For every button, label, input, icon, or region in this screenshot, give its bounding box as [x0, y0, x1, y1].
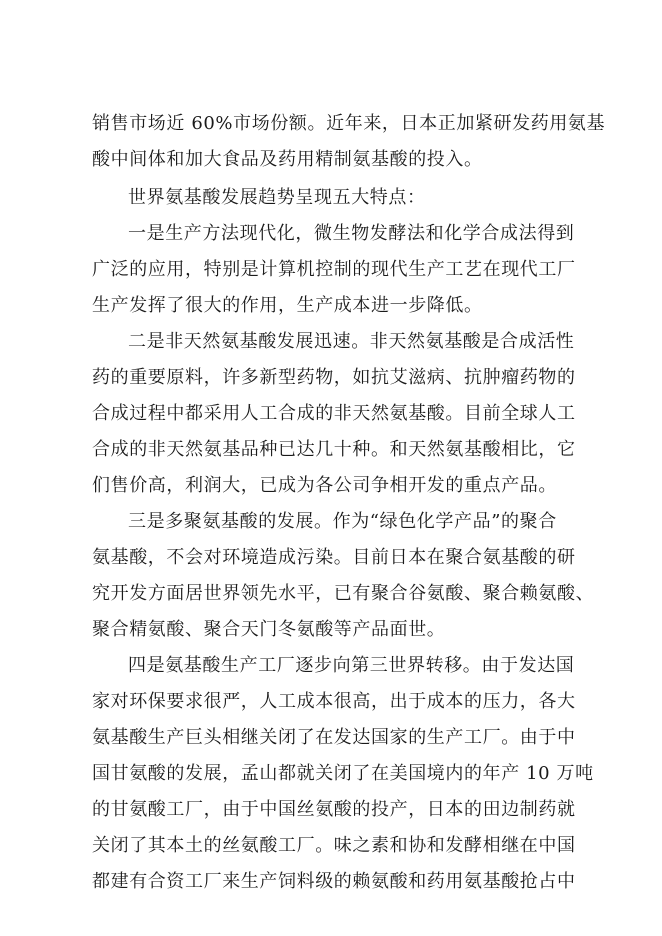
- text-line: 国甘氨酸的发展，孟山都就关闭了在美国境内的年产 10 万吨: [92, 763, 594, 784]
- text-line: 合成过程中都采用人工合成的非天然氨基酸。目前全球人工: [92, 403, 576, 424]
- text-line-paragraph-start: 二是非天然氨基酸发展迅速。非天然氨基酸是合成活性: [128, 331, 575, 352]
- text-line: 药的重要原料，许多新型药物，如抗艾滋病、抗肿瘤药物的: [92, 367, 576, 388]
- text-line: 们售价高，利润大，已成为各公司争相开发的重点产品。: [92, 475, 557, 496]
- text-line: 聚合精氨酸、聚合天门冬氨酸等产品面世。: [92, 619, 446, 640]
- text-line: 生产发挥了很大的作用，生产成本进一步降低。: [92, 295, 483, 316]
- text-line: 合成的非天然氨基品种已达几十种。和天然氨基酸相比，它: [92, 439, 576, 460]
- text-line-paragraph-start: 三是多聚氨基酸的发展。作为“绿色化学产品”的聚合: [128, 511, 557, 532]
- text-line: 氨基酸，不会对环境造成污染。目前日本在聚合氨基酸的研: [92, 547, 576, 568]
- text-line: 氨基酸生产巨头相继关闭了在发达国家的生产工厂。由于中: [92, 727, 576, 748]
- text-line: 销售市场近 60%市场份额。近年来，日本正加紧研发药用氨基: [92, 113, 606, 134]
- text-line-paragraph-start: 一是生产方法现代化，微生物发酵法和化学合成法得到: [128, 223, 575, 244]
- text-line: 都建有合资工厂来生产饲料级的赖氨酸和药用氨基酸抢占中: [92, 871, 576, 892]
- text-line: 家对环保要求很严，人工成本很高，出于成本的压力，各大: [92, 691, 576, 712]
- text-line: 究开发方面居世界领先水平，已有聚合谷氨酸、聚合赖氨酸、: [92, 583, 595, 604]
- text-line-paragraph-start: 世界氨基酸发展趋势呈现五大特点：: [128, 187, 426, 208]
- text-line: 广泛的应用，特别是计算机控制的现代生产工艺在现代工厂: [92, 259, 576, 280]
- text-line-paragraph-start: 四是氨基酸生产工厂逐步向第三世界转移。由于发达国: [128, 655, 575, 676]
- text-line: 的甘氨酸工厂，由于中国丝氨酸的投产，日本的田边制药就: [92, 799, 576, 820]
- text-line: 关闭了其本土的丝氨酸工厂。味之素和协和发酵相继在中国: [92, 835, 576, 856]
- text-line: 酸中间体和加大食品及药用精制氨基酸的投入。: [92, 149, 483, 170]
